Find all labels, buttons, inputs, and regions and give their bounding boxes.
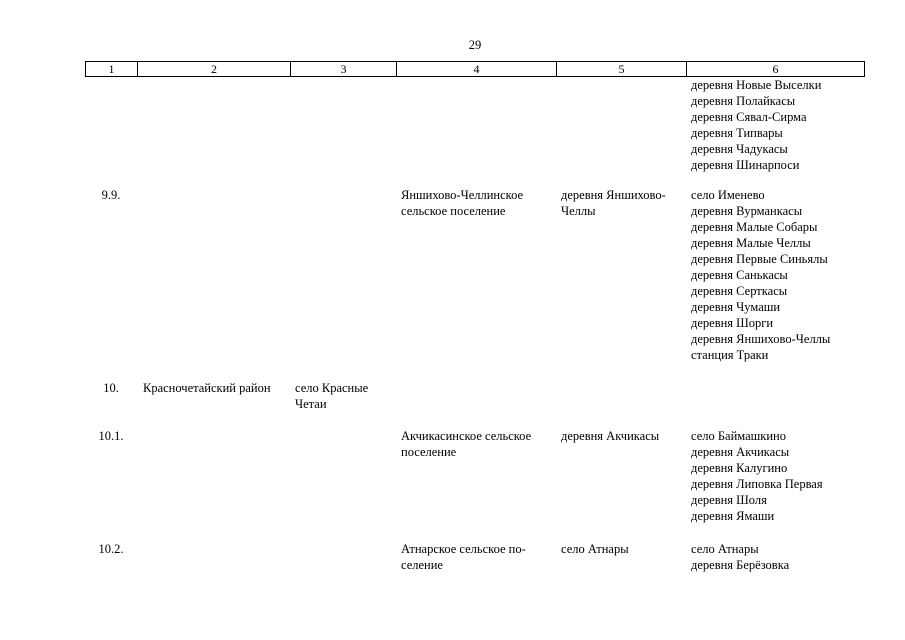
- admin-center-line: деревня Яншихово-: [561, 188, 666, 202]
- settlement-cell: [401, 428, 553, 460]
- localities-cell: [691, 77, 866, 173]
- settlement-cell: [401, 187, 553, 219]
- column-header-3: 3: [291, 62, 397, 77]
- row-number: 9.9.: [101, 188, 121, 202]
- settlement-line: Атнарское сельское по-: [401, 542, 526, 556]
- settlement-line: поселение: [401, 445, 457, 459]
- column-header-5: 5: [557, 62, 687, 77]
- settlement-line: Акчикасинское сельское: [401, 429, 532, 443]
- locality: деревня Шорги: [691, 316, 774, 330]
- column-header-4: 4: [397, 62, 557, 77]
- page-number: 29: [468, 38, 482, 52]
- localities-cell: [691, 187, 866, 363]
- locality: деревня Первые Синьялы: [691, 252, 828, 266]
- locality: деревня Малые Челлы: [691, 236, 811, 250]
- locality: деревня Сявал-Сирма: [691, 110, 807, 124]
- locality: деревня Санькасы: [691, 268, 788, 282]
- admin-center-line: деревня Акчикасы: [561, 429, 660, 443]
- locality: деревня Ямаши: [691, 509, 775, 523]
- locality: станция Траки: [691, 348, 769, 362]
- admin-center-line: село Атнары: [561, 542, 629, 556]
- locality: деревня Липовка Первая: [691, 477, 823, 491]
- column-header-6: 6: [687, 62, 865, 77]
- admin-center-cell: [561, 187, 685, 219]
- row-number: 10.2.: [98, 542, 124, 556]
- locality: село Баймашкино: [691, 429, 786, 443]
- settlement-line: сельское поселение: [401, 204, 506, 218]
- column-number-header: [85, 61, 865, 77]
- locality: деревня Чумаши: [691, 300, 781, 314]
- settlement-cell: [401, 541, 553, 573]
- admin-center-cell: [561, 541, 685, 557]
- locality: деревня Малые Собары: [691, 220, 818, 234]
- column-header-2: 2: [138, 62, 291, 77]
- settlement-line: селение: [401, 558, 443, 572]
- locality: деревня Шинарпоси: [691, 158, 800, 172]
- district-center-cell: [295, 380, 395, 412]
- locality: деревня Вурманкасы: [691, 204, 803, 218]
- column-header-1: 1: [86, 62, 138, 77]
- district-center-line: село Красные: [295, 381, 369, 395]
- locality: деревня Серткасы: [691, 284, 788, 298]
- locality: деревня Берёзовка: [691, 558, 790, 572]
- district-center-line: Четаи: [295, 397, 327, 411]
- admin-center-cell: [561, 428, 685, 444]
- locality: деревня Калугино: [691, 461, 788, 475]
- locality: деревня Новые Выселки: [691, 78, 822, 92]
- localities-cell: [691, 428, 866, 524]
- row-number: 10.1.: [98, 429, 124, 443]
- admin-center-line: Челлы: [561, 204, 596, 218]
- locality: деревня Полайкасы: [691, 94, 796, 108]
- district-cell: Красночетайский район: [143, 381, 271, 395]
- localities-cell: [691, 541, 866, 573]
- row-number: 10.: [103, 381, 119, 395]
- locality: деревня Типвары: [691, 126, 783, 140]
- locality: деревня Яншихово-Челлы: [691, 332, 831, 346]
- locality: село Атнары: [691, 542, 759, 556]
- locality: деревня Чадукасы: [691, 142, 788, 156]
- locality: деревня Акчикасы: [691, 445, 790, 459]
- locality: село Именево: [691, 188, 765, 202]
- locality: деревня Шоля: [691, 493, 767, 507]
- settlement-line: Яншихово-Челлинское: [401, 188, 524, 202]
